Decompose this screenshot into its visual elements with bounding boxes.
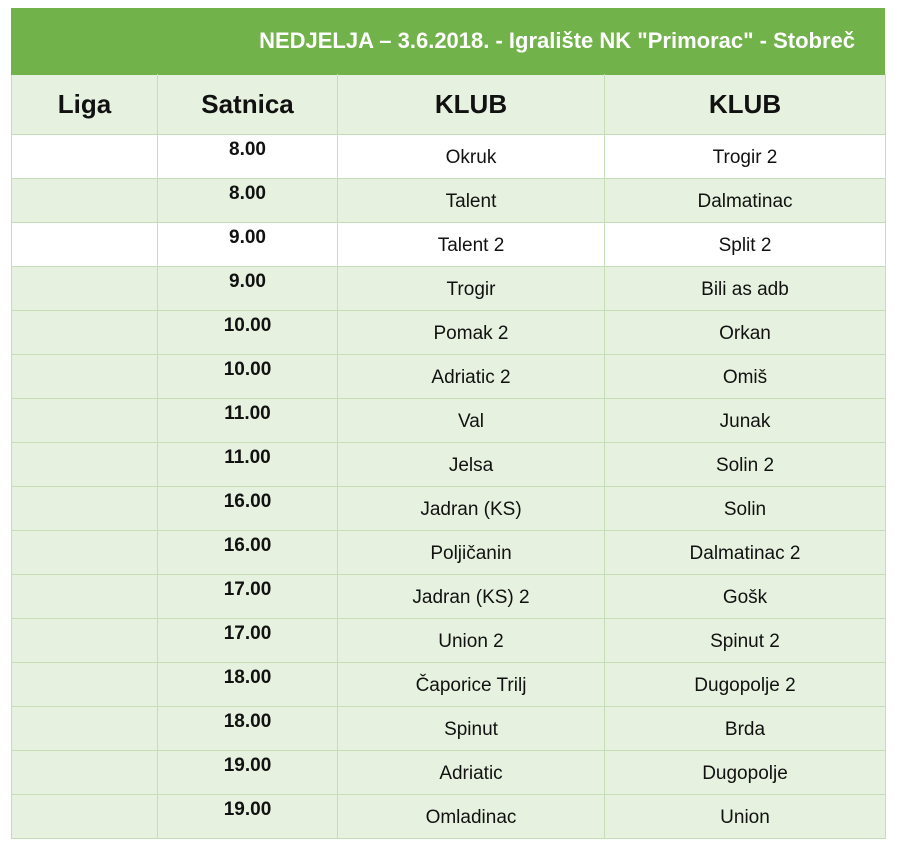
home-team-cell: Union 2 (338, 619, 605, 663)
liga-cell (12, 663, 158, 707)
liga-cell (12, 267, 158, 311)
table-row (12, 223, 886, 267)
time-cell: 10.00 (158, 311, 338, 355)
time-cell: 16.00 (158, 487, 338, 531)
away-team-cell: Omiš (605, 355, 886, 399)
liga-cell (12, 795, 158, 839)
away-team-cell: Split 2 (605, 223, 886, 267)
away-team-cell: Brda (605, 707, 886, 751)
home-team-cell: Okruk (338, 135, 605, 179)
home-team-cell: Talent (338, 179, 605, 223)
table-row (12, 267, 886, 311)
away-team-cell: Dalmatinac 2 (605, 531, 886, 575)
time-cell: 11.00 (158, 399, 338, 443)
time-cell: 10.00 (158, 355, 338, 399)
time-cell: 9.00 (158, 267, 338, 311)
time-cell: 8.00 (158, 179, 338, 223)
time-cell: 19.00 (158, 751, 338, 795)
liga-cell (12, 751, 158, 795)
header-liga: Liga (12, 75, 158, 135)
time-cell: 8.00 (158, 135, 338, 179)
time-cell: 11.00 (158, 443, 338, 487)
table-row (12, 707, 886, 751)
home-team-cell: Adriatic 2 (338, 355, 605, 399)
schedule-table (11, 74, 886, 839)
time-cell: 9.00 (158, 223, 338, 267)
header-satnica: Satnica (158, 75, 338, 135)
table-row (12, 135, 886, 179)
match-schedule (11, 8, 885, 839)
liga-cell (12, 487, 158, 531)
header-klub-home: KLUB (338, 75, 605, 135)
liga-cell (12, 399, 158, 443)
liga-cell (12, 619, 158, 663)
table-row (12, 399, 886, 443)
home-team-cell: Pomak 2 (338, 311, 605, 355)
away-team-cell: Bili as adb (605, 267, 886, 311)
away-team-cell: Dugopolje 2 (605, 663, 886, 707)
liga-cell (12, 179, 158, 223)
table-row (12, 795, 886, 839)
liga-cell (12, 311, 158, 355)
liga-cell (12, 707, 158, 751)
liga-cell (12, 575, 158, 619)
table-row (12, 443, 886, 487)
liga-cell (12, 355, 158, 399)
away-team-cell: Solin 2 (605, 443, 886, 487)
away-team-cell: Spinut 2 (605, 619, 886, 663)
home-team-cell: Val (338, 399, 605, 443)
liga-cell (12, 135, 158, 179)
home-team-cell: Poljičanin (338, 531, 605, 575)
home-team-cell: Jadran (KS) (338, 487, 605, 531)
schedule-title: NEDJELJA – 3.6.2018. - Igralište NK "Primorac" - Stobreč (11, 8, 885, 74)
home-team-cell: Trogir (338, 267, 605, 311)
time-cell: 19.00 (158, 795, 338, 839)
time-cell: 18.00 (158, 707, 338, 751)
away-team-cell: Junak (605, 399, 886, 443)
liga-cell (12, 443, 158, 487)
table-row (12, 179, 886, 223)
home-team-cell: Omladinac (338, 795, 605, 839)
home-team-cell: Adriatic (338, 751, 605, 795)
away-team-cell: Solin (605, 487, 886, 531)
table-row (12, 531, 886, 575)
table-row (12, 575, 886, 619)
table-row (12, 751, 886, 795)
table-row (12, 619, 886, 663)
header-klub-away: KLUB (605, 75, 886, 135)
away-team-cell: Dalmatinac (605, 179, 886, 223)
home-team-cell: Jadran (KS) 2 (338, 575, 605, 619)
away-team-cell: Dugopolje (605, 751, 886, 795)
table-row (12, 487, 886, 531)
home-team-cell: Talent 2 (338, 223, 605, 267)
home-team-cell: Čaporice Trilj (338, 663, 605, 707)
header-row (12, 75, 886, 135)
table-row (12, 355, 886, 399)
away-team-cell: Gošk (605, 575, 886, 619)
time-cell: 16.00 (158, 531, 338, 575)
home-team-cell: Jelsa (338, 443, 605, 487)
table-row (12, 663, 886, 707)
time-cell: 17.00 (158, 619, 338, 663)
liga-cell (12, 531, 158, 575)
table-row (12, 311, 886, 355)
away-team-cell: Orkan (605, 311, 886, 355)
home-team-cell: Spinut (338, 707, 605, 751)
away-team-cell: Union (605, 795, 886, 839)
away-team-cell: Trogir 2 (605, 135, 886, 179)
time-cell: 17.00 (158, 575, 338, 619)
time-cell: 18.00 (158, 663, 338, 707)
liga-cell (12, 223, 158, 267)
